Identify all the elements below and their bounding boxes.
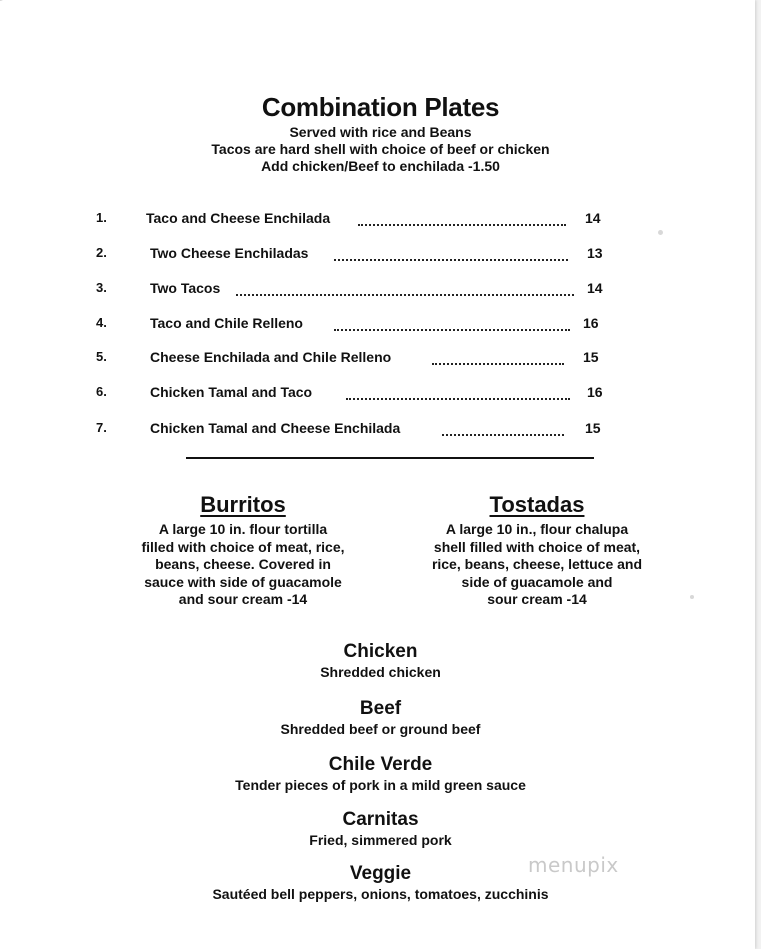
tostadas-desc-line: sour cream -14: [487, 591, 587, 607]
meat-title: Carnitas: [342, 809, 419, 830]
burritos-description: [114, 521, 372, 609]
combo-number: 1.: [96, 210, 107, 225]
meat-description: Sautéed bell peppers, onions, tomatoes, zucchinis: [212, 886, 549, 902]
meat-title: Chicken: [343, 641, 418, 662]
combo-price: 15: [583, 349, 599, 365]
meat-description: Shredded chicken: [320, 664, 441, 680]
meat-option-carnitas: [0, 809, 761, 849]
leader-dots: [346, 388, 570, 400]
combo-name: Taco and Chile Relleno: [150, 315, 303, 331]
tostadas-desc-line: shell filled with choice of meat,: [433, 538, 641, 555]
burritos-heading: Burritos: [200, 492, 286, 517]
combo-price: 15: [585, 420, 601, 436]
combo-name: Chicken Tamal and Taco: [150, 384, 313, 400]
combo-price: 14: [585, 210, 601, 226]
combo-name: Taco and Cheese Enchilada: [146, 210, 331, 226]
paper-speck: [690, 595, 694, 599]
combo-number: 3.: [96, 280, 107, 295]
burritos-desc-line: beans, cheese. Covered in: [155, 556, 331, 572]
page-corner-crease: [0, 0, 35, 20]
meat-description: Shredded beef or ground beef: [280, 721, 481, 737]
leader-dots: [358, 214, 566, 226]
combo-price: 14: [587, 280, 603, 296]
meat-title: Chile Verde: [328, 754, 433, 775]
combo-name: Cheese Enchilada and Chile Relleno: [150, 349, 392, 365]
combo-number: 6.: [96, 384, 107, 399]
tostadas-desc-line: A large 10 in., flour chalupa: [445, 521, 629, 537]
tostadas-description: [404, 521, 670, 609]
combo-price: 13: [587, 245, 603, 261]
page-title: Combination Plates: [261, 92, 500, 122]
section-divider: [186, 457, 594, 459]
combo-name: Two Cheese Enchiladas: [150, 245, 309, 261]
meat-title: Veggie: [349, 863, 412, 884]
leader-dots: [236, 284, 574, 296]
burritos-section: [114, 492, 372, 609]
burritos-desc-line: and sour cream -14: [178, 591, 308, 607]
meat-option-chicken: [0, 641, 761, 681]
burritos-desc-line: A large 10 in. flour tortilla: [158, 521, 328, 537]
subtitle-line-1: Served with rice and Beans: [289, 124, 472, 140]
combo-name: Chicken Tamal and Cheese Enchilada: [150, 420, 401, 436]
leader-dots: [432, 353, 564, 365]
combo-number: 5.: [96, 349, 107, 364]
tostadas-heading: Tostadas: [489, 492, 585, 517]
leader-dots: [334, 249, 568, 261]
combo-price: 16: [587, 384, 603, 400]
meat-description: Tender pieces of pork in a mild green sauce: [235, 777, 526, 793]
tostadas-section: [404, 492, 670, 609]
meat-description: Fried, simmered pork: [309, 832, 452, 848]
leader-dots: [334, 319, 570, 331]
combo-number: 2.: [96, 245, 107, 260]
meat-option-veggie: [0, 863, 761, 903]
paper-speck: [658, 230, 663, 235]
meat-option-chile-verde: [0, 754, 761, 794]
burritos-desc-line: sauce with side of guacamole: [144, 573, 342, 590]
combo-name: Two Tacos: [150, 280, 221, 296]
meat-option-beef: [0, 698, 761, 738]
tostadas-desc-line: rice, beans, cheese, lettuce and: [431, 556, 643, 572]
leader-dots: [442, 424, 564, 436]
combo-number: 4.: [96, 315, 107, 330]
tostadas-desc-line: side of guacamole and: [461, 573, 613, 590]
meat-title: Beef: [359, 698, 402, 719]
watermark-logo: menupix: [528, 853, 619, 877]
subtitle-line-3: Add chicken/Beef to enchilada -1.50: [261, 158, 500, 174]
burritos-desc-line: filled with choice of meat, rice,: [141, 538, 345, 555]
combo-price: 16: [583, 315, 599, 331]
subtitle-line-2: Tacos are hard shell with choice of beef or chicken: [211, 141, 550, 157]
combo-number: 7.: [96, 420, 107, 435]
